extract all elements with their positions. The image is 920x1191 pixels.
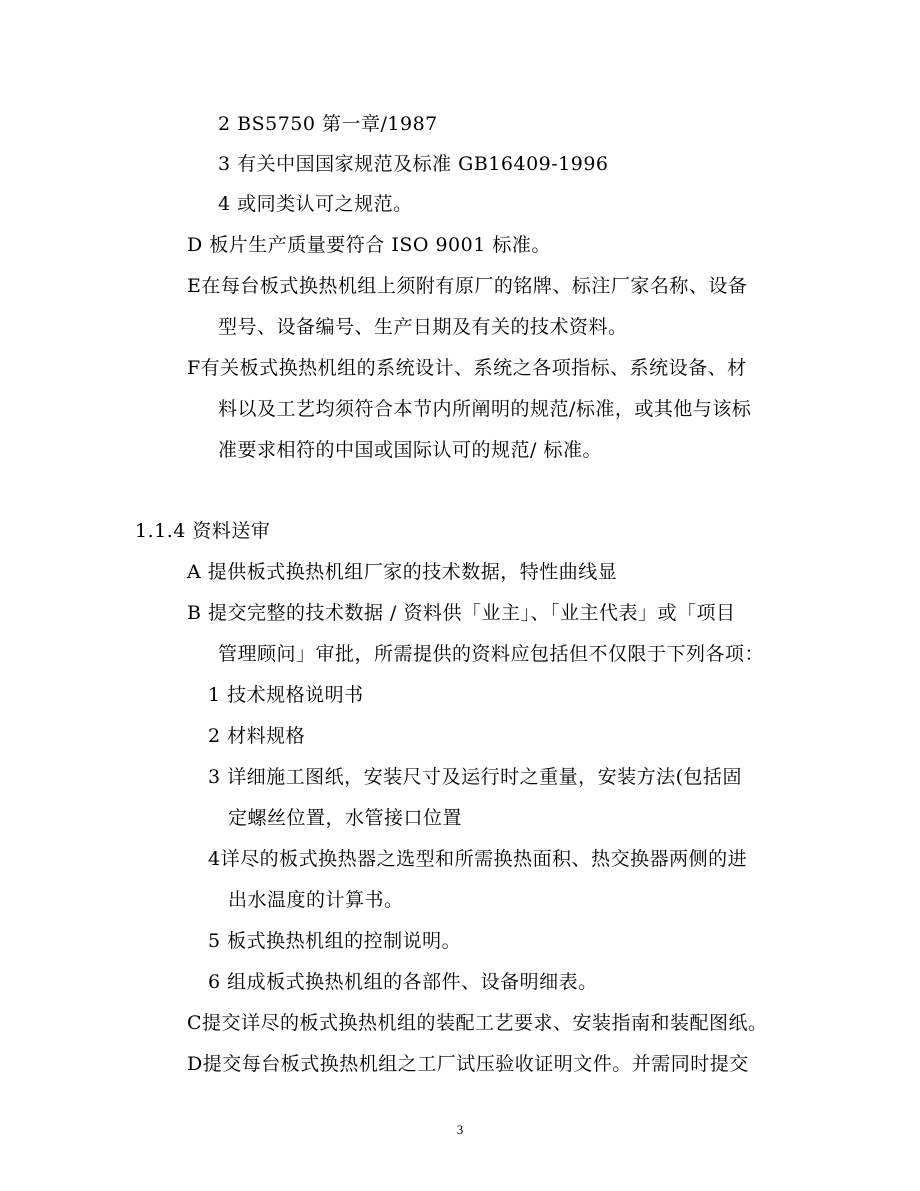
page-number: 3 bbox=[456, 1122, 464, 1137]
text-line: 准要求相符的中国或国际认可的规范/ 标准。 bbox=[218, 439, 602, 461]
text-line: 出水温度的计算书。 bbox=[228, 889, 404, 911]
text-line: 型号、设备编号、生产日期及有关的技术资料。 bbox=[218, 316, 628, 338]
text-line: 5 板式换热机组的控制说明。 bbox=[208, 930, 462, 952]
text-line: 1 技术规格说明书 bbox=[208, 684, 364, 706]
text-line: D提交每台板式换热机组之工厂试压验收证明文件。并需同时提交 bbox=[187, 1053, 749, 1075]
text-line: 6 组成板式换热机组的各部件、设备明细表。 bbox=[208, 971, 598, 993]
text-line: F有关板式换热机组的系统设计、系统之各项指标、系统设备、材 bbox=[187, 357, 747, 379]
text-line: E在每台板式换热机组上须附有原厂的铭牌、标注厂家名称、设备 bbox=[187, 275, 748, 297]
text-line: B 提交完整的技术数据 / 资料供「业主」、「业主代表」或「项目 bbox=[187, 602, 736, 624]
text-line: 3 详细施工图纸，安装尺寸及运行时之重量，安装方法(包括固 bbox=[208, 766, 743, 788]
text-line: 管理顾问」审批，所需提供的资料应包括但不仅限于下列各项： bbox=[218, 643, 765, 665]
text-line: 2 BS5750 第一章/1987 bbox=[218, 113, 438, 135]
text-line: 4详尽的板式换热器之选型和所需换热面积、热交换器两侧的进 bbox=[208, 848, 748, 870]
text-line: D 板片生产质量要符合 ISO 9001 标准。 bbox=[187, 234, 551, 256]
text-line: 4 或同类认可之规范。 bbox=[218, 193, 413, 215]
text-line: 3 有关中国国家规范及标准 GB16409-1996 bbox=[218, 153, 609, 175]
text-line: 定螺丝位置，水管接口位置 bbox=[228, 807, 463, 829]
section-heading: 1.1.4 资料送审 bbox=[135, 520, 271, 542]
text-line: A 提供板式换热机组厂家的技术数据，特性曲线显 bbox=[187, 561, 618, 583]
text-line: 料以及工艺均须符合本节内所阐明的规范/标准，或其他与该标 bbox=[218, 398, 752, 420]
text-line: 2 材料规格 bbox=[208, 725, 306, 747]
text-line: C提交详尽的板式换热机组的装配工艺要求、安装指南和装配图纸。 bbox=[187, 1012, 768, 1034]
